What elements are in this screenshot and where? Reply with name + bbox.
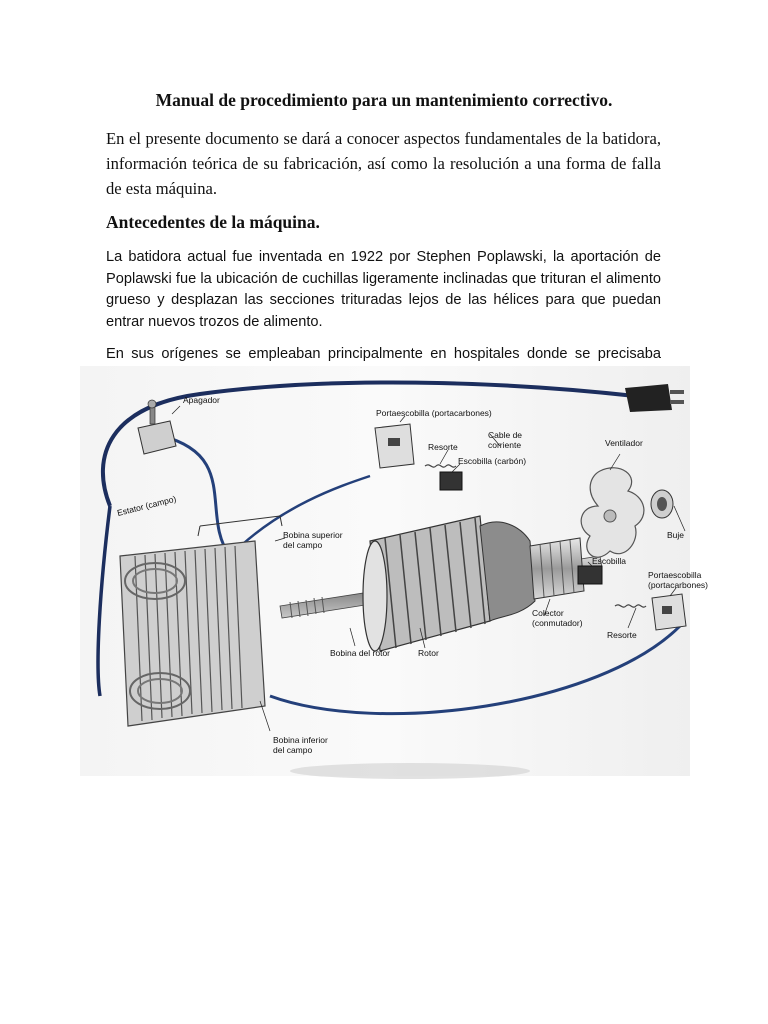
label-cable-line1: Cable de [488,430,523,440]
label-bobina-rotor: Bobina del rotor [330,648,391,658]
label-escobilla: Escobilla [592,556,627,566]
label-bobina-inferior-2: del campo [273,745,313,755]
carbon-brush-top [440,472,462,490]
label-cable-line2: corriente [488,440,522,450]
label-buje: Buje [667,530,685,540]
label-rotor: Rotor [418,648,439,658]
label-bobina-superior-2: del campo [283,540,323,550]
label-ventilador: Ventilador [605,438,643,448]
label-escobilla-carbon: Escobilla (carbón) [458,456,527,466]
intro-paragraph: En el presente documento se dará a conocer aspectos fundamentales de la batidora, información teórica de su fabricación, así como la resolución a una forma de falla de esta máquina. [106,129,661,198]
bushing-buje [651,490,673,518]
label-bobina-superior-1: Bobina superior [283,530,343,540]
label-estator: Estator (campo) [116,493,178,518]
motor-diagram-svg [80,366,709,796]
section-heading: Antecedentes de la máquina. [106,212,320,232]
carbon-brush-right [578,566,602,584]
diagram-shadow [290,763,530,779]
origins-paragraph: En sus orígenes se empleaban principalmente en hospitales donde se precisaba [106,346,661,362]
label-resorte-right: Resorte [607,630,637,640]
label-portaescobilla-right-2: (portacarbones) [648,580,709,590]
brush-holder-right [652,594,686,630]
brush-holder-top [375,424,414,468]
label-resorte-top: Resorte [428,442,458,452]
document-title: Manual de procedimiento para un mantenimiento correctivo. [155,90,613,110]
label-colector-1: Colector [532,608,564,618]
label-portaescobilla-top: Portaescobilla (portacarbones) [376,408,492,418]
commutator-colector [530,538,584,599]
motor-diagram [80,366,709,796]
label-bobina-inferior-1: Bobina inferior [273,735,328,745]
label-portaescobilla-right-1: Portaescobilla [648,570,702,580]
history-paragraph: La batidora actual fue inventada en 1922 por Stephen Poplawski, la aportación de Poplawski fue la ubicación de cuchillas ligeramente inclinadas que trituran el alimento grueso y desplazan las secciones trituradas lejos de las hélices para que puedan entrar nuevos trozos de alimento. [106,249,661,331]
label-colector-2: (conmutador) [532,618,583,628]
label-apagador: Apagador [183,395,220,405]
